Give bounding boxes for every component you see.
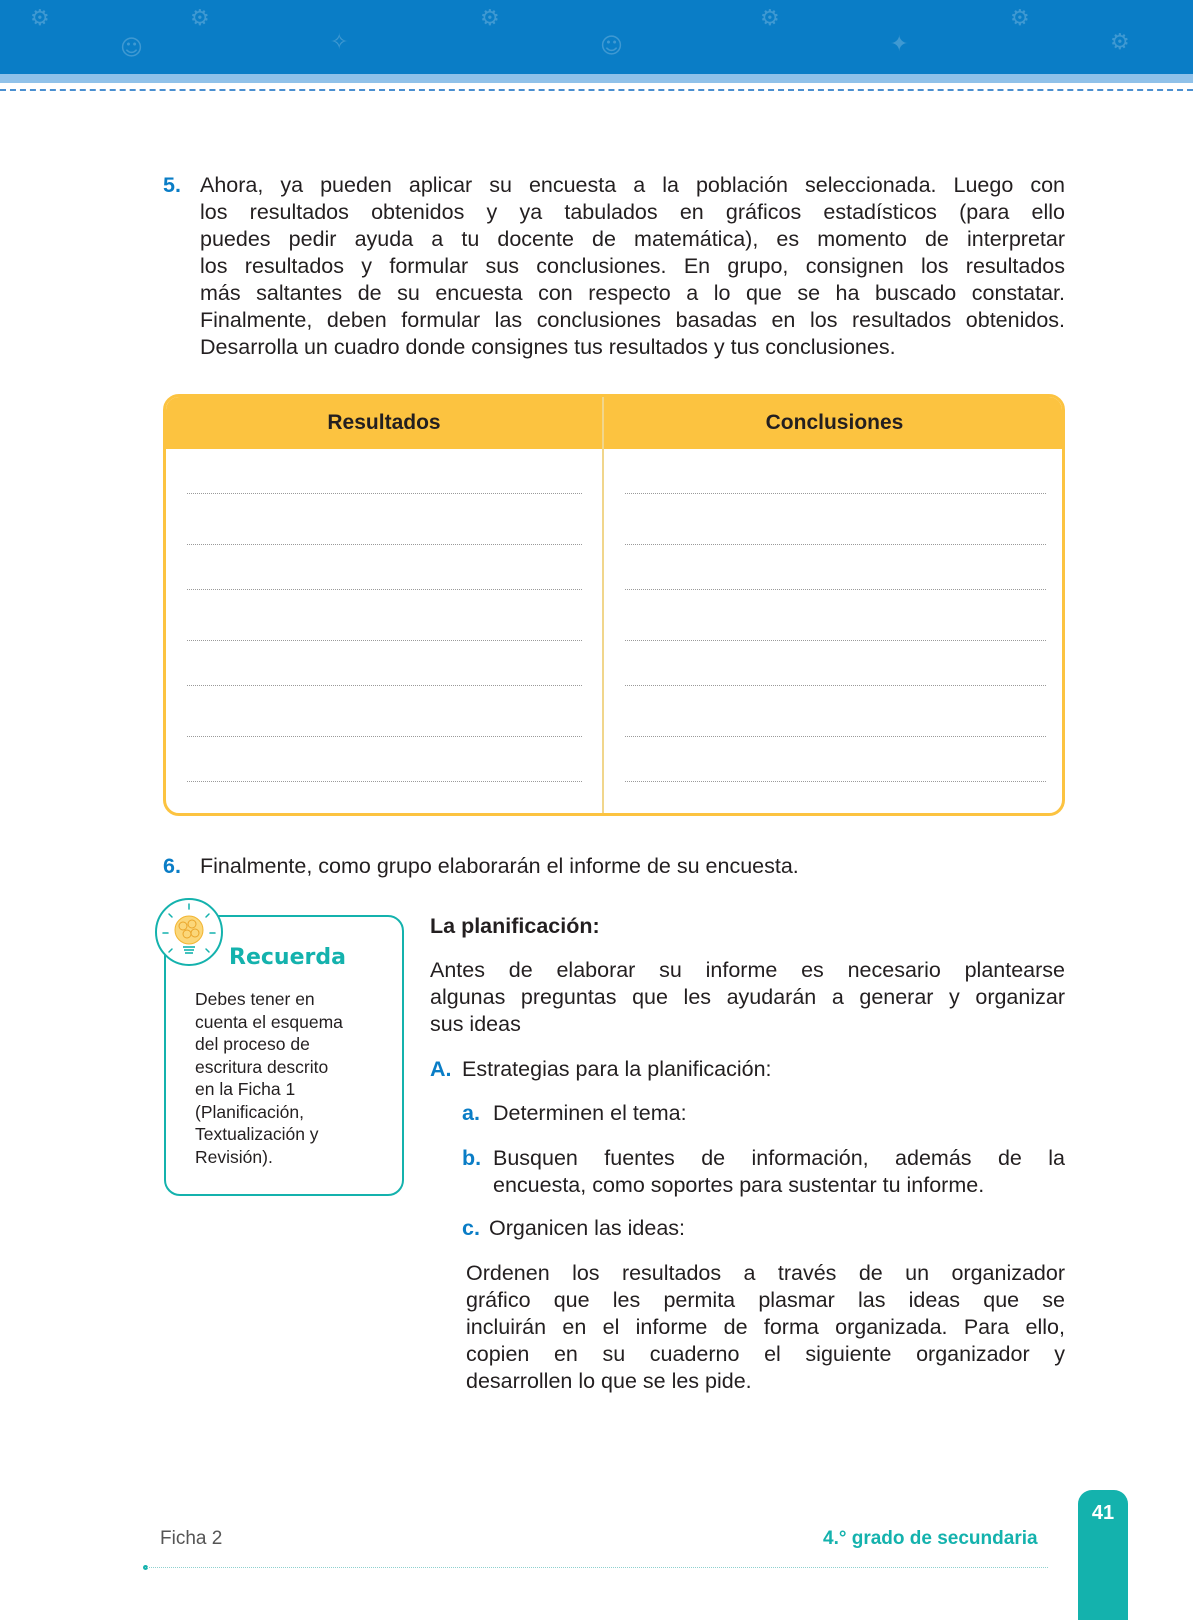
conclusiones-write-line[interactable]: [625, 736, 1046, 737]
recuerda-line: en la Ficha 1: [195, 1079, 296, 1099]
gear-icon: ⚙: [1110, 30, 1130, 55]
gear-icon: ⚙: [30, 6, 50, 31]
lightbulb-icon-graphic: [157, 900, 221, 964]
recuerda-line: Revisión).: [195, 1146, 273, 1167]
item-5-line: los resultados obtenidos y ya tabulados en gráficos estadísticos (para ello: [200, 200, 1065, 224]
smiley-icon: ☺: [120, 36, 143, 61]
footer-ficha: Ficha 2: [160, 1528, 223, 1549]
recuerda-line: del proceso de: [195, 1034, 310, 1054]
conclusiones-write-line[interactable]: [625, 640, 1046, 641]
strategy-c-detail-line: Ordenen los resultados a través de un organizador: [466, 1261, 1065, 1285]
recuerda-line: Debes tener en: [195, 989, 315, 1009]
strategy-a-label: a.: [462, 1101, 480, 1125]
resultados-write-line[interactable]: [187, 736, 582, 737]
item-5-line: Desarrolla un cuadro donde consignes tus resultados y tus conclusiones.: [200, 335, 896, 359]
recuerda-title: Recuerda: [229, 945, 346, 970]
resultados-write-line[interactable]: [187, 781, 582, 782]
conclusiones-write-line[interactable]: [625, 685, 1046, 686]
recuerda-text: [195, 988, 395, 1168]
lightbulb-icon: ✧: [330, 30, 349, 55]
gear-icon: ⚙: [480, 6, 500, 31]
planificacion-intro-line: sus ideas: [430, 1012, 521, 1036]
gear-icon: ⚙: [760, 6, 780, 31]
gear-icon: ⚙: [1010, 6, 1030, 31]
item-5-line: Finalmente, deben formular las conclusiones basadas en los resultados obtenidos.: [200, 308, 1065, 332]
item-5-line: los resultados y formular sus conclusiones. En grupo, consignen los resultados: [200, 254, 1065, 278]
table-column-divider: [602, 397, 604, 813]
resultados-write-line[interactable]: [187, 544, 582, 545]
strategy-c-detail-line: desarrollen lo que se les pide.: [466, 1369, 752, 1393]
smiley-icon: ☺: [600, 34, 623, 59]
conclusiones-write-line[interactable]: [625, 781, 1046, 782]
strategy-b-line: Busquen fuentes de información, además de la: [493, 1146, 1065, 1170]
item-5-line: más saltantes de su encuesta con respecto a lo que se ha buscado constatar.: [200, 281, 1065, 305]
recuerda-line: Textualización y: [195, 1124, 319, 1144]
conclusiones-write-line[interactable]: [625, 589, 1046, 590]
results-conclusions-table: [163, 394, 1065, 816]
planificacion-heading: La planificación:: [430, 914, 600, 938]
resultados-write-line[interactable]: [187, 685, 582, 686]
conclusiones-write-line[interactable]: [625, 544, 1046, 545]
item-5-line: puedes pedir ayuda a tu docente de matemática), es momento de interpretar: [200, 227, 1065, 251]
item-5-line: Ahora, ya pueden aplicar su encuesta a la población seleccionada. Luego con: [200, 173, 1065, 197]
conclusiones-write-line[interactable]: [625, 493, 1046, 494]
item-6-number: 6.: [163, 854, 181, 878]
banner-stripe: [0, 74, 1193, 83]
planificacion-intro-line: Antes de elaborar su informe es necesario plantearse: [430, 958, 1065, 982]
strategy-c-detail-line: incluirán en el informe de forma organizada. Para ello,: [466, 1315, 1065, 1339]
footer-grade: 4.° grado de secundaria: [823, 1528, 1038, 1549]
recuerda-line: cuenta el esquema: [195, 1011, 343, 1032]
banner-dashed-divider: [0, 89, 1193, 91]
resultados-write-line[interactable]: [187, 640, 582, 641]
recuerda-line: (Planificación,: [195, 1101, 304, 1122]
strategy-c-detail-line: gráfico que les permita plasmar las ideas que se: [466, 1288, 1065, 1312]
page-number: 41: [1091, 1502, 1115, 1524]
strategy-c-detail-line: copien en su cuaderno el siguiente organizador y: [466, 1342, 1065, 1366]
item-6-text: Finalmente, como grupo elaborarán el informe de su encuesta.: [200, 854, 799, 878]
recuerda-line: escritura descrito: [195, 1056, 329, 1077]
resultados-write-line[interactable]: [187, 589, 582, 590]
item-5-number: 5.: [163, 173, 181, 197]
strategy-c-text: Organicen las ideas:: [489, 1216, 685, 1240]
lightbulb-icon: [155, 898, 223, 966]
table-header-resultados: Resultados: [166, 397, 602, 449]
planificacion-intro-line: algunas preguntas que les ayudarán a generar y organizar: [430, 985, 1065, 1009]
table-header-conclusiones: Conclusiones: [604, 397, 1065, 449]
strategy-c-label: c.: [462, 1216, 480, 1240]
strategy-b-line: encuesta, como soportes para sustentar tu informe.: [493, 1173, 985, 1197]
strategy-A-text: Estrategias para la planificación:: [462, 1057, 772, 1081]
resultados-write-line[interactable]: [187, 493, 582, 494]
strategy-b-label: b.: [462, 1146, 482, 1170]
footer-divider: [145, 1567, 1048, 1568]
star-icon: ✦: [890, 32, 909, 57]
gear-icon: ⚙: [190, 6, 210, 31]
page-number-tab: [1078, 1490, 1128, 1620]
top-banner: [0, 0, 1193, 74]
strategy-A-label: A.: [430, 1057, 452, 1081]
strategy-a-text: Determinen el tema:: [493, 1101, 687, 1125]
